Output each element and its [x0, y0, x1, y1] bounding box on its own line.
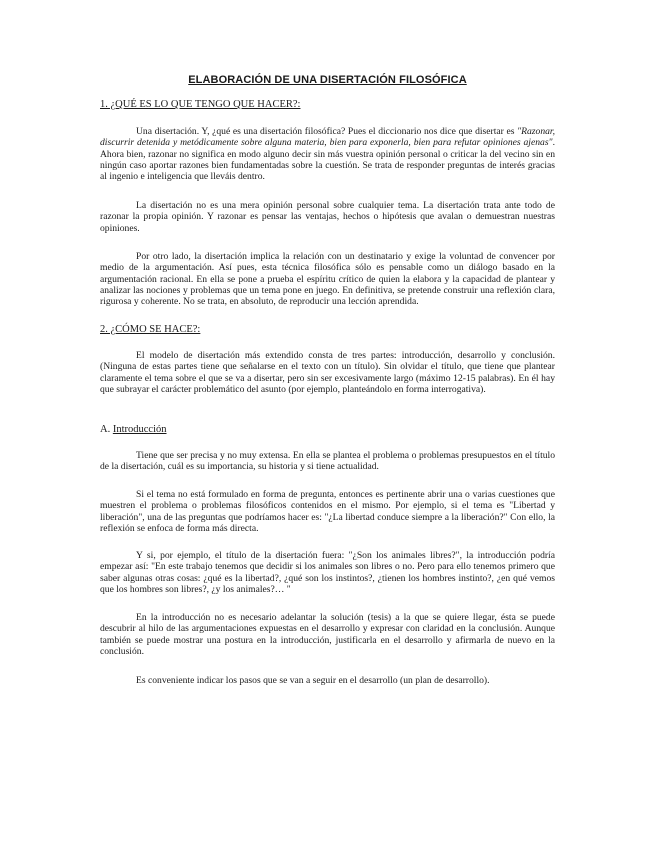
dictionary-quote: "Razonar, discurrir detenida y metódicamente sobre alguna materia, bien para exponerla, bien para refutar opiniones ajenas"	[100, 126, 555, 149]
subsection-prefix: A.	[100, 424, 113, 435]
paragraph-text: Una disertación. Y, ¿qué es una disertación filosófica? Pues el diccionario nos dice que disertar es	[136, 126, 518, 137]
document-title: ELABORACIÓN DE UNA DISERTACIÓN FILOSÓFICA	[188, 74, 467, 86]
section-1-paragraph-3: Por otro lado, la disertación implica la relación con un destinatario y exige la voluntad de convencer por medio de la argumentación. Así pues, esta técnica filosófica sólo es pensable como un diálogo basado en la argumentación racional. En ella se pone a prueba el espíritu crítico de quien la elabora y la capacidad de plantear y analizar las nociones y problemas que un tema pone en juego. En definitiva, se pretende construir una reflexión clara, rigurosa y coherente. No se trata, en absoluto, de reproducir una lección aprendida.	[100, 251, 555, 308]
section-1-paragraph-1	[100, 126, 555, 182]
introduccion-paragraph-4: En la introducción no es necesario adelantar la solución (tesis) a la que se quiere llegar, ésta se puede descubrir al hilo de las argumentaciones expuestas en el desarrollo y expresar con claridad en la conclusión. Aunque también se puede mostrar una postura en la introducción, justificarla en el desarrollo y afirmarla de nuevo en la conclusión.	[100, 612, 555, 657]
introduccion-paragraph-1: Tiene que ser precisa y no muy extensa. En ella se plantea el problema o problemas presupuestos en el título de la disertación, cuál es su importancia, su historia y si tiene actualidad.	[100, 450, 555, 473]
paragraph-text: . Ahora bien, razonar no significa en modo alguno decir sin más vuestra opinión personal o criticar la del vecino sin en ningún caso aportar razones bien fundamentadas sobre la cuestión. Se trata de responder preguntas de interés gracias al ingenio e inteligencia que lleváis dentro.	[100, 137, 555, 183]
section-2-paragraph-1: El modelo de disertación más extendido consta de tres partes: introducción, desarrollo y conclusión. (Ninguna de estas partes tiene que señalarse en el texto con un título). Sin olvidar el título, que tiene que plantear claramente el tema sobre el que se va a disertar, pero sin ser excesivamente largo (máximo 12-15 palabras). En él hay que subrayar el carácter problemático del asunto (por ejemplo, planteándolo en forma interrogativa).	[100, 350, 555, 395]
introduccion-paragraph-2: Si el tema no está formulado en forma de pregunta, entonces es pertinente abrir una o varias cuestiones que muestren el problema o problemas filosóficos contenidos en el mismo. Por ejemplo, si el tema es "Libertad y liberación", una de las preguntas que podríamos hacer es: "¿La libertad conduce siempre a la liberación?" Con ello, la reflexión se enfoca de forma más directa.	[100, 489, 555, 534]
section-2-heading: 2. ¿CÓMO SE HACE?:	[100, 324, 201, 335]
introduccion-paragraph-5: Es conveniente indicar los pasos que se van a seguir en el desarrollo (un plan de desarrollo).	[136, 675, 490, 686]
section-1-heading: 1. ¿QUÉ ES LO QUE TENGO QUE HACER?:	[100, 99, 301, 110]
subsection-label: Introducción	[112, 424, 167, 435]
introduccion-paragraph-3: Y si, por ejemplo, el título de la disertación fuera: "¿Son los animales libres?", la introducción podría empezar así: "En este trabajo tenemos que decidir si los animales son libres o no. Pero para ello tenemos primero que saber algunas otras cosas: ¿qué es la libertad?, ¿qué son los instintos?, ¿tienen los hombres instinto?, ¿en qué vemos que los hombres son libres?, ¿y los animales?… "	[100, 550, 555, 595]
subsection-introduccion-heading	[100, 424, 167, 435]
section-1-paragraph-2: La disertación no es una mera opinión personal sobre cualquier tema. La disertación trata ante todo de razonar la propia opinión. Y razonar es pensar las ventajas, hechos o hipótesis que avalan o demuestran nuestras opiniones.	[100, 200, 555, 234]
